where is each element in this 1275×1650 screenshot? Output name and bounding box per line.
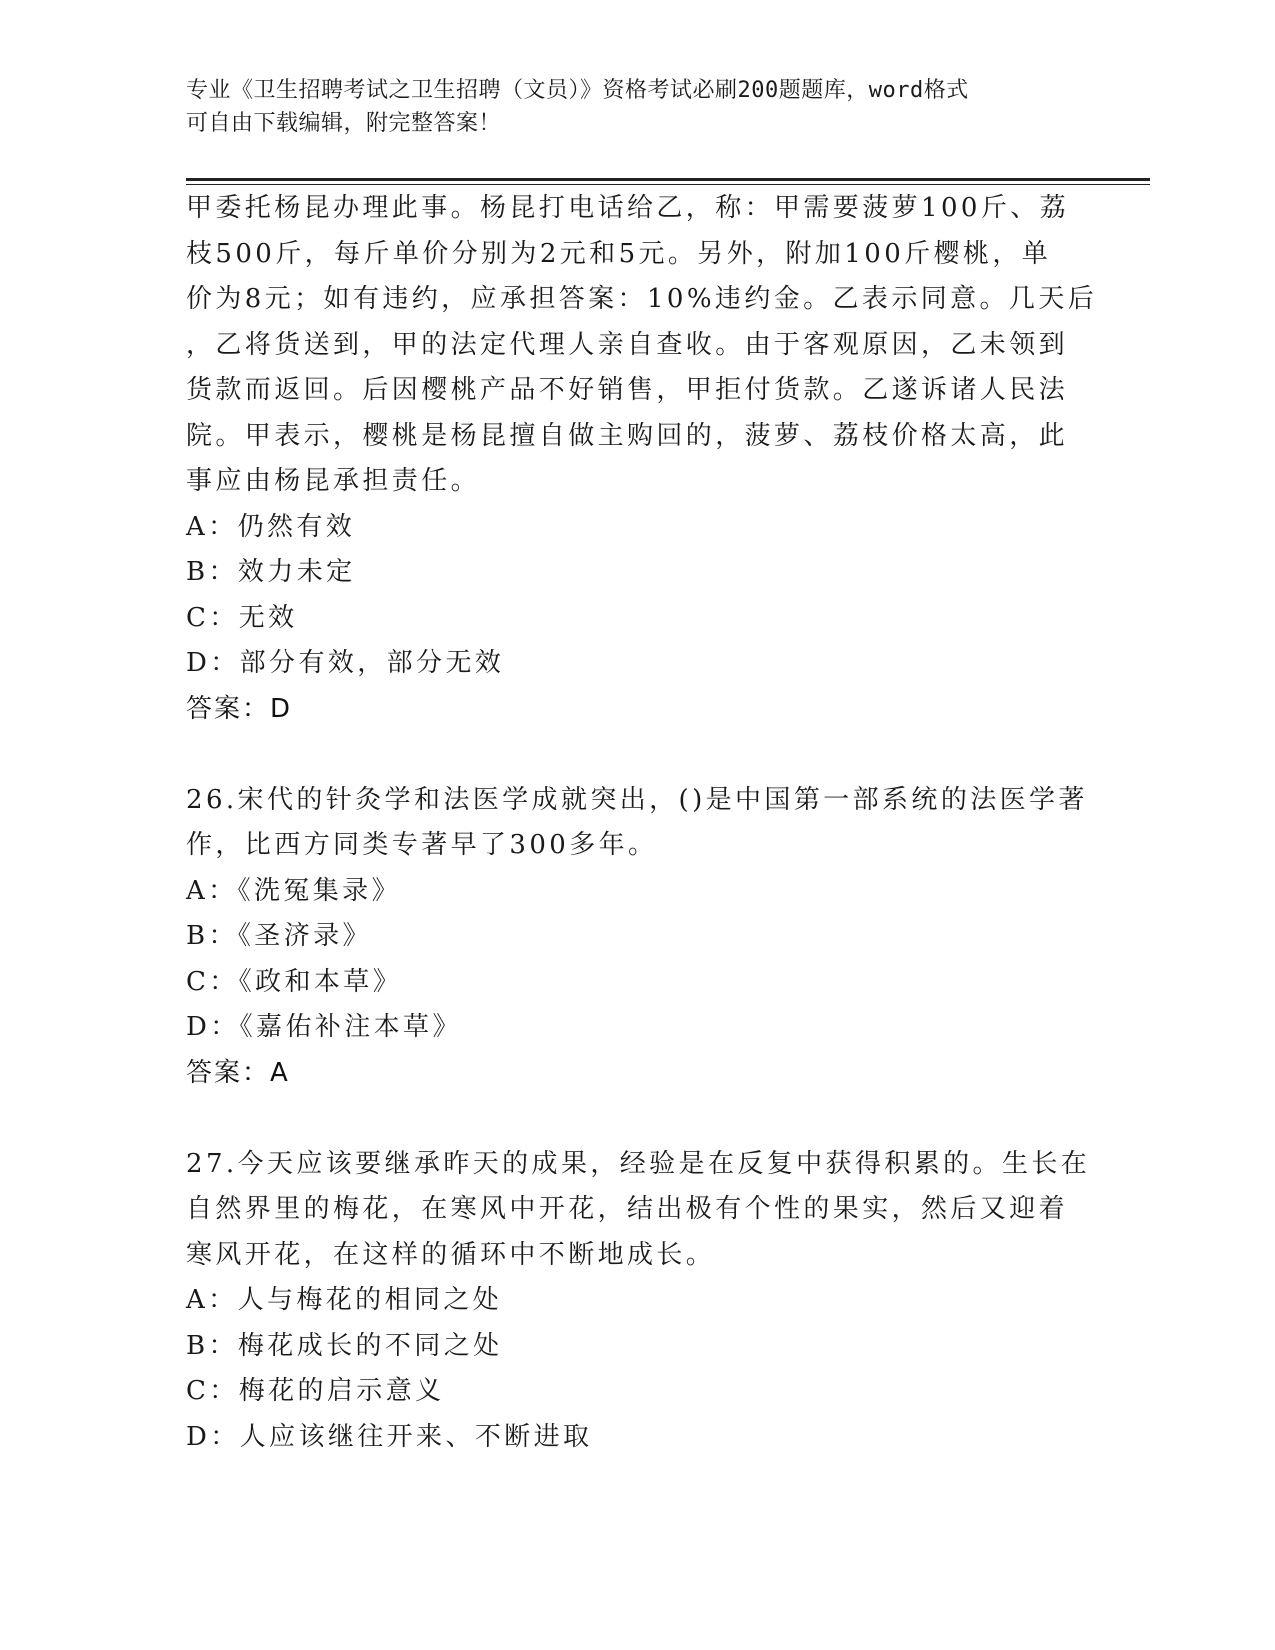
option-a: A：人与梅花的相同之处 xyxy=(186,1285,503,1315)
question-stem-line: 价为8元；如有违约，应承担答案：10%违约金。乙表示同意。几天后 xyxy=(186,284,1098,314)
question-list xyxy=(186,186,1098,1460)
answer-label: 答案：A xyxy=(186,1057,290,1088)
option-d: D：人应该继往开来、不断进取 xyxy=(186,1421,593,1452)
option-d: D：部分有效，部分无效 xyxy=(186,648,505,678)
option-b: B：效力未定 xyxy=(186,557,356,587)
option-a: A：《洗冤集录》 xyxy=(186,875,401,906)
question-stem-line: 自然界里的梅花，在寒风中开花，结出极有个性的果实，然后又迎着 xyxy=(186,1194,1069,1224)
option-b: B：《圣济录》 xyxy=(186,921,372,951)
header-rule-thick xyxy=(186,178,1150,181)
answer-label: 答案：D xyxy=(186,693,293,724)
question-stem-line: 作，比西方同类专著早了300多年。 xyxy=(186,830,658,860)
option-b: B：梅花成长的不同之处 xyxy=(186,1330,503,1361)
option-c: C：无效 xyxy=(186,602,298,633)
question-stem-line: 甲委托杨昆办理此事。杨昆打电话给乙，称：甲需要菠萝100斤、荔 xyxy=(186,193,1070,223)
header-line: 专业《卫生招聘考试之卫生招聘（文员）》资格考试必刷200题题库，word格式 xyxy=(186,78,969,103)
question-stem-line: 27.今天应该要继承昨天的成果，经验是在反复中获得积累的。生长在 xyxy=(186,1148,1091,1179)
header-rule-thin xyxy=(186,184,1150,185)
page-header xyxy=(186,74,1066,140)
question-stem-line: 枝500斤，每斤单价分别为2元和5元。另外，附加100斤樱桃，单 xyxy=(186,238,1052,269)
question-spacer xyxy=(186,1096,1066,1142)
question-stem-line: 26.宋代的针灸学和法医学成就突出，()是中国第一部系统的法医学著 xyxy=(186,784,1088,815)
option-a: A：仍然有效 xyxy=(186,511,356,542)
question-block xyxy=(186,778,1088,1097)
question-stem-line: 院。甲表示，樱桃是杨昆擅自做主购回的，菠萝、荔枝价格太高，此 xyxy=(186,420,1069,451)
question-stem-line: ，乙将货送到，甲的法定代理人亲自查收。由于客观原因，乙未领到 xyxy=(186,329,1069,360)
question-stem-line: 事应由杨昆承担责任。 xyxy=(186,466,481,496)
option-c: C：《政和本草》 xyxy=(186,966,403,997)
question-spacer xyxy=(186,732,1066,778)
header-line: 可自由下载编辑，附完整答案！ xyxy=(186,111,502,136)
question-stem-line: 寒风开花，在这样的循环中不断地成长。 xyxy=(186,1239,716,1270)
option-d: D：《嘉佑补注本草》 xyxy=(186,1012,462,1042)
question-stem-line: 货款而返回。后因樱桃产品不好销售，甲拒付货款。乙遂诉诸人民法 xyxy=(186,375,1069,405)
question-block xyxy=(186,1142,1091,1461)
question-block xyxy=(186,186,1098,732)
option-c: C：梅花的启示意义 xyxy=(186,1376,445,1406)
